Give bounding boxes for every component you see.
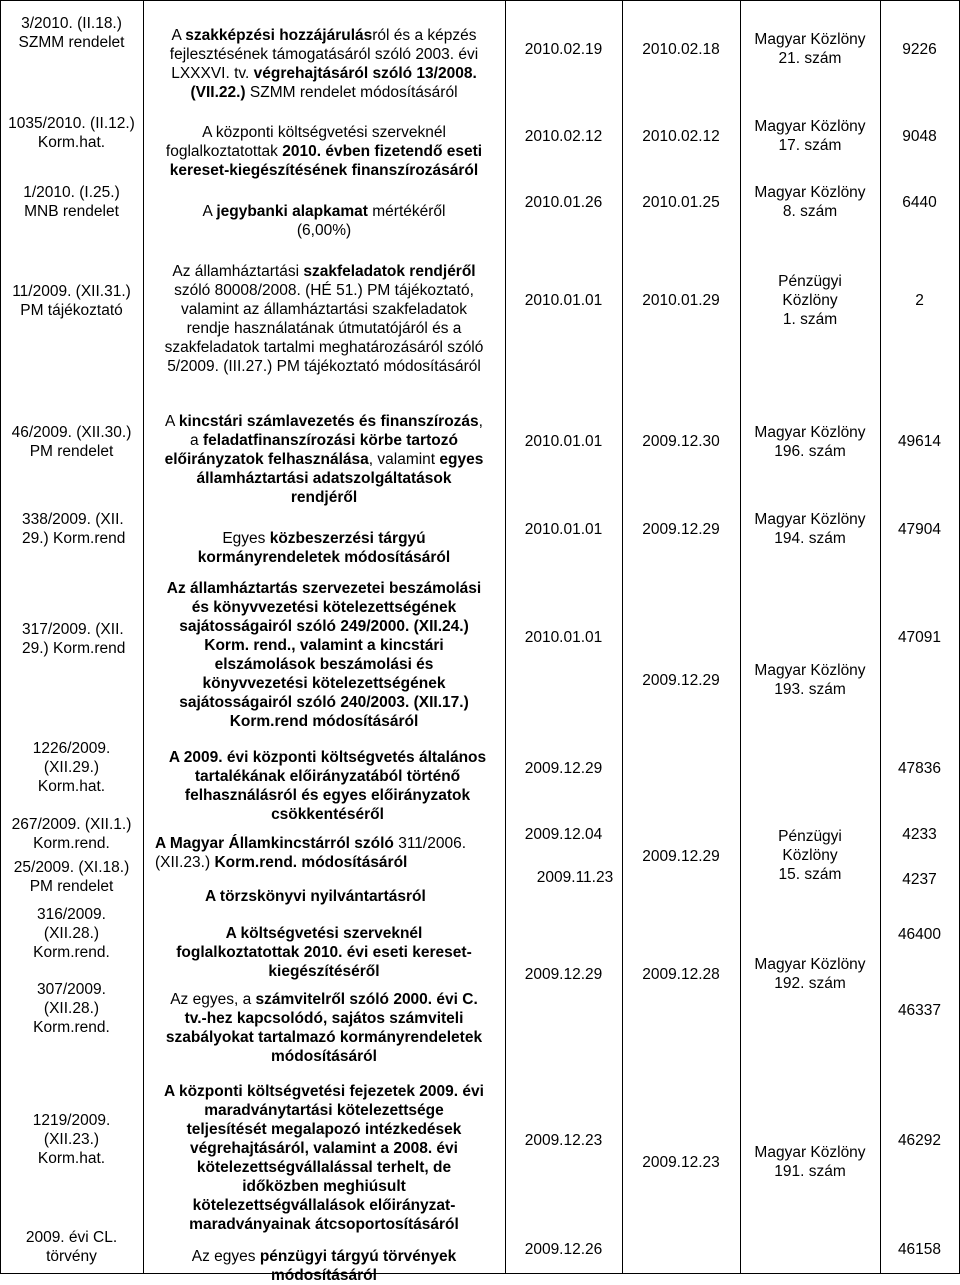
page-number: 47836: [897, 760, 942, 777]
publish-date: 2010.01.01: [524, 521, 603, 538]
effective-date: 2010.01.25: [642, 194, 720, 211]
journal: Pénzügyi Közlöny 1. szám: [778, 273, 842, 328]
page-number: 47904: [897, 521, 942, 538]
page-number: 46337: [897, 1002, 942, 1019]
page-number: 46292: [897, 1132, 942, 1149]
row-number: 3/2010. (II.18.) SZMM rendelet: [18, 15, 125, 51]
page-number: 47091: [897, 629, 942, 646]
page-number: 46158: [897, 1241, 942, 1258]
page-number: 9048: [902, 128, 937, 145]
journal: Magyar Közlöny 17. szám: [754, 118, 866, 154]
publish-date: 2010.01.01: [524, 433, 603, 450]
page-number: 9226: [902, 41, 937, 58]
effective-date: 2009.12.23: [642, 1154, 720, 1171]
row-title: Az egyes, a számvitelről szóló 2000. évi C. tv.-hez kapcsolódó, sajátos számviteli szabályokat tartalmazó kormányrendeletek módosításáról: [165, 991, 483, 1065]
page-number: 4237: [902, 871, 937, 888]
journal: Magyar Közlöny 194. szám: [754, 511, 866, 547]
journal: Magyar Közlöny 21. szám: [754, 31, 866, 67]
row-title: Az államháztartás szervezetei beszámolási és könyvvezetési kötelezettségének sajátosságairól szóló 249/2000. (XII.24.) Korm. rend., valamint a kincstári elszámolások beszámolási és könyvvezetési kötelezettségének sajátosságairól szóló 240/2003. (XII.17.) Korm.rend módosításáról: [166, 580, 482, 730]
row-title: Egyes közbeszerzési tárgyú kormányrendeletek módosításáról: [197, 530, 451, 566]
page-number: 2: [915, 292, 924, 309]
row-title: A szakképzési hozzájárulásról és a képzés fejlesztésének támogatásáról szóló 2003. évi LXXXVI. tv. végrehajtásáról szóló 13/2008. (VII.22.) SZMM rendelet módosításáról: [169, 27, 479, 101]
row-title: A kincstári számlavezetés és finanszírozás, a feladatfinanszírozási körbe tartozó előirányzatok felhasználása, valamint egyes államháztartási adatszolgáltatások rendjéről: [164, 413, 484, 506]
effective-date: 2010.01.29: [642, 292, 720, 309]
journal: Magyar Közlöny 8. szám: [754, 184, 866, 220]
journal: Magyar Közlöny 191. szám: [754, 1144, 866, 1180]
effective-date: 2010.02.12: [642, 128, 720, 145]
row-title: A jegybanki alapkamat mértékéről (6,00%): [202, 203, 446, 239]
publish-date: 2010.02.12: [524, 128, 603, 145]
effective-date: 2009.12.28: [642, 966, 720, 983]
row-number: 1035/2010. (II.12.) Korm.hat.: [8, 115, 135, 151]
row-title: A Magyar Államkincstárról szóló 311/2006. (XII.23.) Korm.rend. módosításáról: [155, 835, 467, 871]
effective-date: 2009.12.29: [642, 672, 720, 689]
journal: Magyar Közlöny 193. szám: [754, 662, 866, 698]
publish-date: 2009.12.29: [524, 760, 603, 777]
row-title: A 2009. évi központi költségvetés általános tartalékának előirányzatából történő felhasználásról és egyes előirányzatok csökkentéséről: [168, 749, 487, 823]
publish-date: 2009.12.23: [524, 1132, 603, 1149]
row-number: 46/2009. (XII.30.) PM rendelet: [11, 424, 132, 460]
row-title: Az államháztartási szakfeladatok rendjéről szóló 80008/2008. (HÉ 51.) PM tájékoztató, valamint az államháztartási szakfeladatok rendje használatának útmutatójáról és a szakfeladatok tartalmi meghatározásáról szóló 5/2009. (III.27.) PM tájékoztató módosításáról: [164, 263, 484, 375]
publish-date: 2010.01.01: [524, 292, 603, 309]
effective-date: 2009.12.30: [642, 433, 720, 450]
row-title: A költségvetési szerveknél foglalkoztatottak 2010. évi eseti kereset- kiegészítéséről: [176, 925, 472, 980]
row-number: 317/2009. (XII. 29.) Korm.rend: [22, 621, 126, 657]
page-number: 6440: [902, 194, 937, 211]
effective-date: 2010.02.18: [642, 41, 720, 58]
publish-date: 2009.12.29: [524, 966, 603, 983]
row-title: A törzskönyvi nyilvántartásról: [205, 888, 426, 905]
publish-date: 2009.12.04: [524, 826, 603, 843]
row-number: 1219/2009. (XII.23.) Korm.hat.: [32, 1112, 111, 1167]
row-number: 267/2009. (XII.1.) Korm.rend.: [11, 816, 132, 852]
journal: Pénzügyi Közlöny 15. szám: [778, 828, 842, 883]
row-number: 25/2009. (XI.18.) PM rendelet: [13, 859, 130, 895]
page-number: 49614: [897, 433, 942, 450]
row-number: 2009. évi CL. törvény: [25, 1229, 118, 1265]
journal: Magyar Közlöny 192. szám: [754, 956, 866, 992]
publish-date: 2010.02.19: [524, 41, 603, 58]
row-title: A központi költségvetési szerveknél foglalkoztatottak 2010. évben fizetendő eseti kereset-kiegészítésének finanszírozásáról: [165, 124, 483, 179]
publish-date: 2009.11.23: [536, 869, 614, 886]
publish-date: 2010.01.01: [524, 629, 603, 646]
publish-date: 2010.01.26: [524, 194, 603, 211]
effective-date: 2009.12.29: [642, 521, 720, 538]
page-number: 46400: [897, 926, 942, 943]
journal: Magyar Közlöny 196. szám: [754, 424, 866, 460]
page-number: 4233: [902, 826, 937, 843]
row-number: 316/2009. (XII.28.) Korm.rend.: [33, 906, 110, 961]
row-number: 1226/2009. (XII.29.) Korm.hat.: [32, 740, 111, 795]
row-title: A központi költségvetési fejezetek 2009. évi maradványtartási kötelezettsége teljesítését megalapozó intézkedések végrehajtásáról, valamint a 2008. évi kötelezettségvállalással terhelt, de időközben meghiúsult kötelezettségvállalások előirányzat- maradványainak átcsoportosításáról: [164, 1083, 484, 1233]
row-number: 1/2010. (I.25.) MNB rendelet: [23, 184, 120, 220]
row-number: 307/2009. (XII.28.) Korm.rend.: [33, 981, 110, 1036]
publish-date: 2009.12.26: [524, 1241, 603, 1258]
row-number: 338/2009. (XII. 29.) Korm.rend: [22, 511, 126, 547]
effective-date: 2009.12.29: [642, 848, 720, 865]
row-title: Az egyes pénzügyi tárgyú törvények módosításáról: [191, 1248, 457, 1284]
row-number: 11/2009. (XII.31.) PM tájékoztató: [12, 283, 131, 319]
